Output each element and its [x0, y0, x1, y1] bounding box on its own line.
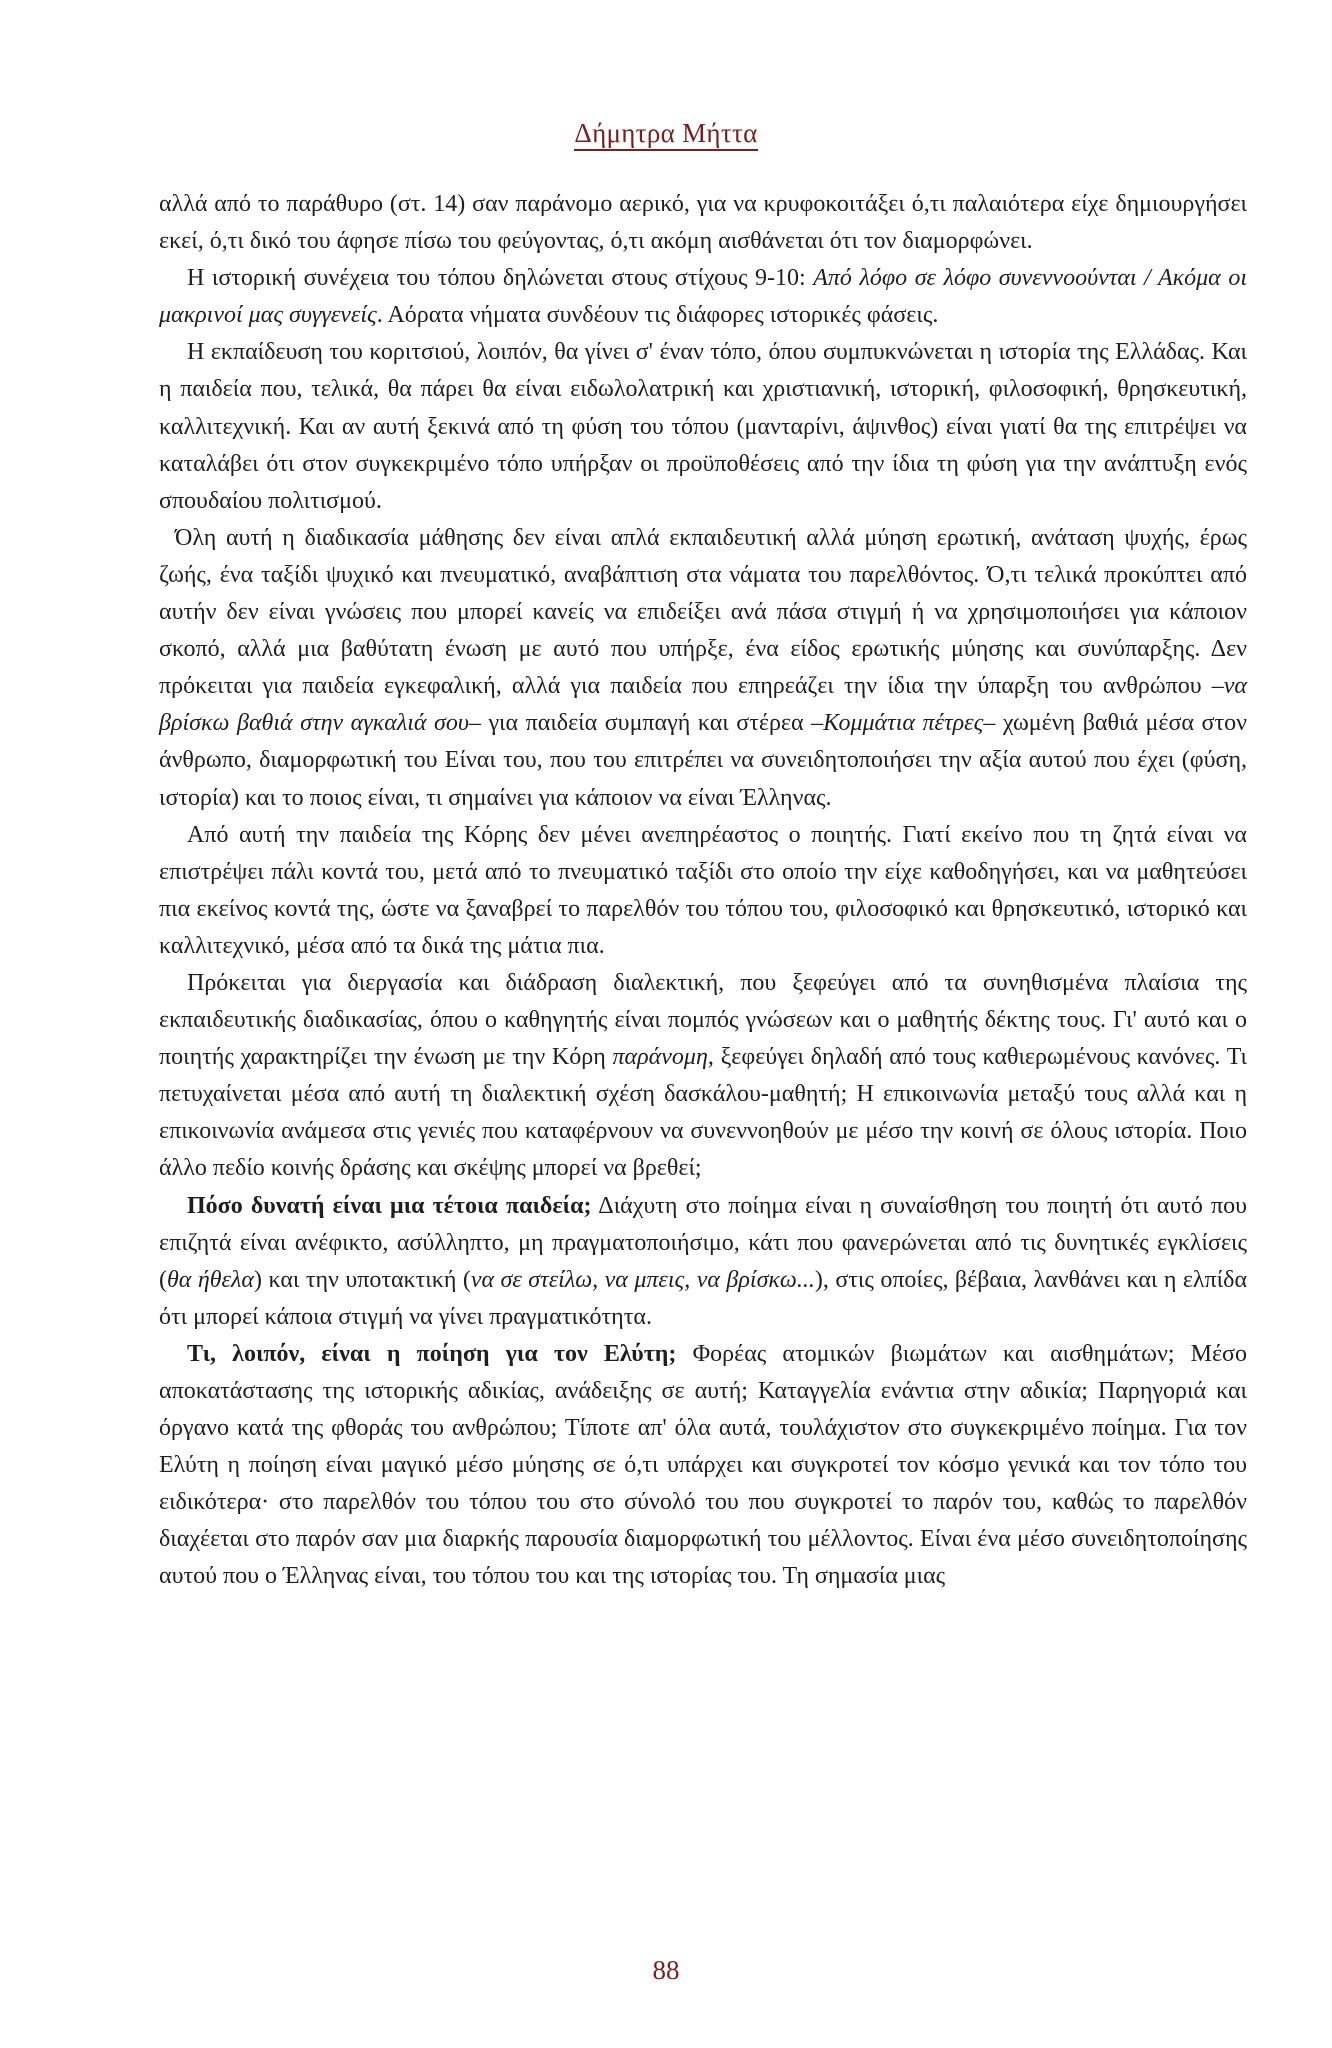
- running-head: [0, 118, 1332, 149]
- paragraph-poetry-for-elytis: [159, 1336, 1247, 1596]
- paragraph-text: ) και την υποτακτική (: [254, 1266, 471, 1293]
- paragraph-text: ), στις οποίες, βέβαια, λανθάνει και η ελπίδα ότι μπορεί κάποια στιγμή να γίνει πραγματικότητα.: [159, 1266, 1248, 1330]
- paragraph-text: Η εκπαίδευση του κοριτσιού, λοιπόν, θα γίνει σ' έναν τόπο, όπου συμπυκνώνεται η ιστορία της Ελλάδας. Και η παιδεία που, τελικά, θα πάρει θα είναι ειδωλολατρική και χριστιανική, ιστορική, φιλοσοφική, θρησκευτική, καλλιτεχνική. Και αν αυτή ξεκινά από τη φύση του τόπου (μανταρίνι, άψινθος) είναι γιατί θα της επιτρέψει να καταλάβει ότι στον συγκεκριμένο τόπο υπήρξαν οι προϋποθέσεις από την ίδια τη φύση για την ανάπτυξη ενός σπουδαίου πολιτισμού.: [159, 339, 1247, 514]
- paragraph-text: . Αόρατα νήματα συνδέουν τις διάφορες ιστορικές φάσεις.: [376, 302, 939, 329]
- verse-quote: –Κομμάτια πέτρες–: [811, 710, 996, 737]
- paragraph-possibility: [159, 1188, 1247, 1336]
- paragraph-dialectic: [159, 965, 1247, 1188]
- paragraph-text: αλλά από το παράθυρο (στ. 14) σαν παράνομο αερικό, για να κρυφοκοιτάξει ό,τι παλαιότερα είχε δημιουργήσει εκεί, ό,τι δικό του άφησε πίσω του φεύγοντας, ό,τι ακόμη αισθάνεται ότι τον διαμορφώνει.: [159, 191, 1247, 255]
- verse-quote: παράνομη: [612, 1044, 708, 1071]
- paragraph-text: Φορέας ατομικών βιωμάτων και αισθημάτων; Μέσο αποκατάστασης της ιστορικής αδικίας, ανάδειξης σε αυτή; Καταγγελία ενάντια στην αδικία; Παρηγοριά και όργανο κατά της φθοράς του ανθρώπου; Τίποτε απ' όλα αυτά, τουλάχιστον στο συγκεκριμένο ποίημα. Για τον Ελύτη η ποίηση είναι μαγικό μέσο μύησης σε ό,τι υπάρχει και συγκροτεί τον κόσμο γενικά και τον τόπο του ειδικότερα· στο παρελθόν του τόπου του στο σύνολό του που συγκροτεί το παρόν του, καθώς το παρελθόν διαχέεται στο παρόν σαν μια διαρκής παρουσία διαμορφωτική του μέλλοντος. Είναι ένα μέσο συνειδητοποίησης αυτού που ο Έλληνας είναι, του τόπου του και της ιστορίας του. Τη σημασία μιας: [159, 1340, 1247, 1590]
- section-question: Τι, λοιπόν, είναι η ποίηση για τον Ελύτη;: [187, 1340, 677, 1367]
- verse-quote: Από λόφο σε λόφο συνεννοούνται / Ακόμα οι μακρινοί μας συγγενείς: [159, 265, 1247, 329]
- paragraph-continuation: [159, 186, 1247, 260]
- page-body: [159, 186, 1247, 1596]
- section-question: Πόσο δυνατή είναι μια τέτοια παιδεία;: [187, 1192, 592, 1219]
- paragraph-text: Όλη αυτή η διαδικασία μάθησης δεν είναι απλά εκπαιδευτική αλλά μύηση ερωτική, ανάταση ψυχής, έρως ζωής, ένα ταξίδι ψυχικό και πνευματικό, αναβάπτιση στα νάματα του παρελθόντος. Ό,τι τελικά προκύπτει από αυτήν δεν είναι γνώσεις που μπορεί κανείς να επιδείξει ανά πάσα στιγμή ή να χρησιμοποιήσει για κάποιον σκοπό, αλλά μια βαθύτατη ένωση με αυτό που υπήρξε, ένα είδος ερωτικής μύησης και συνύπαρξης. Δεν πρόκειται για παιδεία εγκεφαλική, αλλά για παιδεία που επηρεάζει την ίδια την ύπαρξη του ανθρώπου: [159, 524, 1247, 700]
- paragraph-text: χωμένη βαθιά μέσα στον άνθρωπο, διαμορφωτική του Είναι του, που του επιτρέπει να συνειδητοποιήσει την αξία αυτού που έχει (φύση, ιστορία) και το ποιος είναι, τι σημαίνει για κάποιον να είναι Έλληνας.: [159, 710, 1247, 811]
- paragraph-learning-process: [159, 520, 1247, 817]
- paragraph-text: Η ιστορική συνέχεια του τόπου δηλώνεται στους στίχους 9-10:: [187, 265, 814, 292]
- verse-quote: θα ήθελα: [167, 1266, 254, 1293]
- page-number: 88: [652, 1955, 680, 1985]
- paragraph-text: Από αυτή την παιδεία της Κόρης δεν μένει ανεπηρέαστος ο ποιητής. Γιατί εκείνο που τη ζητά είναι να επιστρέψει πάλι κοντά του, μετά από το πνευματικό ταξίδι στο οποίο την είχε καθοδηγήσει, και να μαθητεύσει πια εκείνος κοντά της, ώστε να ξαναβρεί το παρελθόν του τόπου του, φιλοσοφικό και θρησκευτικό, ιστορικό και καλλιτεχνικό, μέσα από τα δικά της μάτια πια.: [159, 821, 1247, 959]
- verse-quote: να σε στείλω, να μπεις, να βρίσκω...: [470, 1266, 815, 1293]
- verse-quote: –να βρίσκω βαθιά στην αγκαλιά σου–: [159, 673, 1247, 737]
- paragraph-historical-continuity: [159, 260, 1247, 334]
- paragraph-text: Διάχυτη στο ποίημα είναι η συναίσθηση του ποιητή ότι αυτό που επιζητά είναι ανέφικτο, ασύλληπτο, μη πραγματοποιήσιμο, κάτι που φανερώνεται από τις δυνητικές εγκλίσεις (: [159, 1192, 1247, 1293]
- paragraph-poet: [159, 817, 1247, 965]
- paragraph-education: [159, 334, 1247, 519]
- paragraph-text: , ξεφεύγει δηλαδή από τους καθιερωμένους κανόνες. Τι πετυχαίνεται μέσα από αυτή τη διαλεκτική σχέση δασκάλου-μαθητή; Η επικοινωνία μεταξύ τους αλλά και η επικοινωνία ανάμεσα στις γενιές που καταφέρνουν να συνεννοηθούν με μέσο την κοινή σε όλους ιστορία. Ποιο άλλο πεδίο κοινής δράσης και σκέψης μπορεί να βρεθεί;: [159, 1044, 1247, 1182]
- paragraph-text: για παιδεία συμπαγή και στέρεα: [480, 710, 812, 737]
- running-head-author: Δήμητρα Μήττα: [574, 118, 757, 151]
- paragraph-text: Πρόκειται για διεργασία και διάδραση διαλεκτική, που ξεφεύγει από τα συνηθισμένα πλαίσια της εκπαιδευτικής διαδικασίας, όπου ο καθηγητής είναι πομπός γνώσεων και ο μαθητής δέκτης τους. Γι' αυτό και ο ποιητής χαρακτηρίζει την ένωση με την Κόρη: [159, 969, 1247, 1071]
